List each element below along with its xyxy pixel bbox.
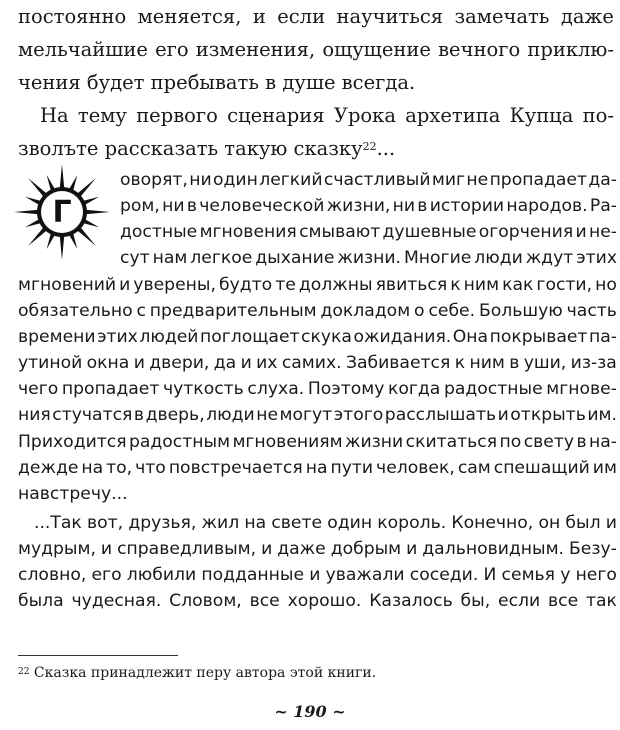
word: радостным xyxy=(128,432,231,452)
word: предварительным xyxy=(149,301,317,321)
tale-line xyxy=(18,563,617,588)
word: Приходится xyxy=(18,432,127,452)
word: люди xyxy=(474,248,523,268)
word: если xyxy=(277,5,326,28)
word: Безу- xyxy=(569,539,617,559)
word: поглощает xyxy=(199,327,300,347)
word: миг xyxy=(431,170,466,190)
word: ждут xyxy=(525,248,574,268)
ornament-ray xyxy=(84,210,110,215)
word: была xyxy=(18,591,64,611)
word: свету xyxy=(523,432,575,452)
word: король. xyxy=(377,513,447,533)
word: сценария xyxy=(227,104,325,127)
word: оворят, xyxy=(120,170,188,190)
word: радостные xyxy=(443,379,543,399)
word: приклю- xyxy=(527,38,614,61)
word: мгновений xyxy=(18,275,117,295)
word: ни xyxy=(392,196,416,216)
word: все xyxy=(249,591,280,611)
word: огорчения xyxy=(478,222,574,242)
word: и xyxy=(575,222,587,242)
word: Забивается xyxy=(345,353,451,373)
word: уважали xyxy=(325,565,405,585)
word: мгновения xyxy=(199,222,297,242)
word: его xyxy=(155,38,189,61)
tale-line xyxy=(18,299,617,324)
word: те xyxy=(275,275,296,295)
word: дверь, xyxy=(145,405,205,425)
intro-line-5 xyxy=(18,136,614,162)
word: уверены, xyxy=(133,275,216,295)
word: не xyxy=(466,170,489,190)
tale-line xyxy=(18,377,617,402)
word: ...Так xyxy=(34,513,82,533)
word: На xyxy=(40,104,69,127)
word: смывают xyxy=(299,222,381,242)
word: жил xyxy=(201,513,240,533)
word: он xyxy=(538,513,561,533)
word: ром, xyxy=(120,196,160,216)
word: вот, xyxy=(87,513,124,533)
word: любили xyxy=(126,565,197,585)
word: гости, xyxy=(536,275,593,295)
word: этого xyxy=(333,405,384,425)
word: мгновениям xyxy=(232,432,343,452)
tale-line xyxy=(18,273,617,298)
tale-line xyxy=(18,325,617,350)
word: самих. xyxy=(281,353,342,373)
word: и xyxy=(497,405,509,425)
tale-line xyxy=(120,194,617,219)
word: в xyxy=(186,196,197,216)
word: дыхание xyxy=(255,248,335,268)
word: пути xyxy=(330,458,374,478)
word: докладом xyxy=(320,301,411,321)
word: утиной xyxy=(18,353,83,373)
word: добрым xyxy=(330,539,402,559)
word: в xyxy=(417,196,428,216)
word: на xyxy=(305,458,328,478)
word: по- xyxy=(582,104,614,127)
word: ним xyxy=(463,275,500,295)
word: даже xyxy=(277,539,326,559)
tale-line xyxy=(120,246,617,271)
word: дальновидным. xyxy=(422,539,565,559)
word: их xyxy=(256,353,278,373)
drop-cap-letter: Г xyxy=(52,195,72,230)
word: то, xyxy=(106,458,133,478)
word: и xyxy=(605,513,617,533)
word: так xyxy=(586,591,617,611)
word: и xyxy=(309,565,321,585)
footnote-reference: 22 xyxy=(362,140,377,153)
word: им xyxy=(592,458,617,478)
footnote-divider xyxy=(18,655,178,656)
word: подданные xyxy=(201,565,305,585)
word: в xyxy=(133,405,145,425)
word: вечного xyxy=(438,38,521,61)
word: чего xyxy=(18,379,59,399)
sunburst-ornament-icon xyxy=(12,162,112,262)
word: ожидания. xyxy=(353,327,452,347)
word: и xyxy=(240,353,252,373)
word: ни xyxy=(189,170,212,190)
word: с xyxy=(136,301,146,321)
word: открыть xyxy=(510,405,586,425)
word: Поэтому xyxy=(307,379,385,399)
word: люди xyxy=(206,405,255,425)
word: этих xyxy=(576,248,617,268)
word: на xyxy=(244,513,267,533)
word: один xyxy=(213,170,258,190)
word: первого xyxy=(136,104,218,127)
tale-line xyxy=(18,430,617,455)
intro-line-1 xyxy=(18,4,614,30)
word: Казалось xyxy=(369,591,453,611)
word: счастливый xyxy=(323,170,431,190)
word: из-за xyxy=(570,353,617,373)
ornament-ray xyxy=(60,164,65,190)
word: справедливым, xyxy=(117,539,257,559)
word: и xyxy=(119,275,131,295)
word: ния xyxy=(18,405,51,425)
word: его xyxy=(91,565,122,585)
tale-line xyxy=(34,511,617,536)
word: у xyxy=(560,565,571,585)
word: не xyxy=(256,405,279,425)
ornament-ray xyxy=(14,210,40,215)
word: человеческой xyxy=(199,196,325,216)
word: него xyxy=(575,565,617,585)
tale-line xyxy=(18,482,617,507)
word: ощущение xyxy=(322,38,431,61)
word: но xyxy=(595,275,617,295)
word: мгнове- xyxy=(546,379,617,399)
word: и xyxy=(261,539,273,559)
footnote-text: Сказка принадлежит перу автора этой книги. xyxy=(33,665,377,681)
intro-line-3 xyxy=(18,70,614,96)
word: явиться xyxy=(375,275,448,295)
word: Конечно, xyxy=(451,513,534,533)
word: им. xyxy=(587,405,617,425)
intro-ellipsis: ... xyxy=(376,137,396,160)
word: и xyxy=(100,539,113,559)
word: уши, xyxy=(523,353,567,373)
word: хорошо. xyxy=(287,591,362,611)
tale-line xyxy=(18,589,617,614)
word: Урока xyxy=(333,104,396,127)
word: когда xyxy=(388,379,441,399)
word: сам xyxy=(457,458,491,478)
tale-line xyxy=(18,403,617,428)
word: даже xyxy=(560,5,614,28)
word: на- xyxy=(588,432,617,452)
word: все xyxy=(548,591,579,611)
word: и xyxy=(406,539,418,559)
word: на xyxy=(81,458,104,478)
word: жизни. xyxy=(337,248,402,268)
word: стучатся xyxy=(52,405,133,425)
word: Большую xyxy=(478,301,563,321)
word: постоянно xyxy=(18,5,127,28)
word: и xyxy=(133,353,145,373)
word: меняется, xyxy=(137,5,242,28)
ornament-ray xyxy=(60,234,65,260)
word: Словом, xyxy=(169,591,242,611)
word: к xyxy=(450,275,461,295)
word: один xyxy=(327,513,373,533)
word: легкое xyxy=(190,248,253,268)
word: мельчайшие xyxy=(18,38,148,61)
word: будто xyxy=(218,275,273,295)
word: если xyxy=(498,591,541,611)
word: ним xyxy=(469,353,505,373)
page-number: ~ 190 ~ xyxy=(274,702,346,721)
tale-line xyxy=(18,537,617,562)
word: И xyxy=(483,565,497,585)
word: о xyxy=(414,301,425,321)
word: Купца xyxy=(509,104,574,127)
word: ни xyxy=(162,196,185,216)
word: должны xyxy=(298,275,373,295)
tale-text: навстречу... xyxy=(18,484,128,504)
word: в xyxy=(576,432,587,452)
word: как xyxy=(502,275,534,295)
word: Многие xyxy=(403,248,472,268)
word: да- xyxy=(588,170,617,190)
word: расслышать xyxy=(384,405,497,425)
word: в xyxy=(509,353,520,373)
word: изменения, xyxy=(195,38,316,61)
word: Она xyxy=(452,327,489,347)
word: архетипа xyxy=(405,104,501,127)
word: тему xyxy=(77,104,127,127)
word: часть xyxy=(566,301,617,321)
word: сут xyxy=(120,248,150,268)
word: скитаться xyxy=(405,432,498,452)
word: этих xyxy=(97,327,138,347)
intro-line-2 xyxy=(18,37,614,63)
tale-line xyxy=(18,456,617,481)
drop-cap-ornament xyxy=(12,162,112,262)
word: истории xyxy=(429,196,505,216)
word: научиться xyxy=(336,5,444,28)
word: себе. xyxy=(428,301,476,321)
tale-line xyxy=(120,168,617,193)
word: нам xyxy=(152,248,188,268)
word: да xyxy=(213,353,237,373)
word: двери, xyxy=(149,353,210,373)
word: замечать xyxy=(454,5,550,28)
footnote-number: 22 xyxy=(18,667,30,677)
word: свете xyxy=(271,513,323,533)
word: жизни xyxy=(345,432,404,452)
word: и xyxy=(252,5,266,28)
word: окна xyxy=(86,353,130,373)
intro-text: зволъте рассказать такую сказку xyxy=(18,137,363,160)
word: к xyxy=(454,353,466,373)
word: чудесная. xyxy=(71,591,162,611)
word: обязательно xyxy=(18,301,133,321)
word: дежде xyxy=(18,458,79,478)
word: был xyxy=(565,513,601,533)
word: Ра- xyxy=(589,196,617,216)
word: слуха. xyxy=(247,379,305,399)
footnote xyxy=(18,663,376,683)
word: человек, xyxy=(376,458,455,478)
word: не- xyxy=(588,222,617,242)
intro-line-4 xyxy=(40,103,614,129)
word: чуткость xyxy=(162,379,244,399)
word: покрывает xyxy=(489,327,588,347)
intro-text: чения будет пребывать в душе всегда. xyxy=(18,71,416,94)
word: словно, xyxy=(18,565,87,585)
word: жизни, xyxy=(326,196,391,216)
word: соседи. xyxy=(409,565,479,585)
word: легкий xyxy=(259,170,323,190)
word: пропадает xyxy=(489,170,587,190)
word: что xyxy=(135,458,166,478)
word: друзья, xyxy=(128,513,197,533)
tale-line xyxy=(18,351,617,376)
word: пропадает xyxy=(61,379,160,399)
word: бы, xyxy=(460,591,491,611)
word: людей xyxy=(139,327,199,347)
word: па- xyxy=(588,327,617,347)
word: народов. xyxy=(506,196,588,216)
word: душевные xyxy=(382,222,477,242)
word: по xyxy=(499,432,522,452)
word: мудрым, xyxy=(18,539,96,559)
tale-line xyxy=(120,220,617,245)
word: повстречается xyxy=(168,458,303,478)
word: семья xyxy=(501,565,556,585)
word: спешащий xyxy=(493,458,590,478)
word: могут xyxy=(279,405,333,425)
word: достные xyxy=(120,222,198,242)
word: времени xyxy=(18,327,96,347)
word: скука xyxy=(301,327,352,347)
